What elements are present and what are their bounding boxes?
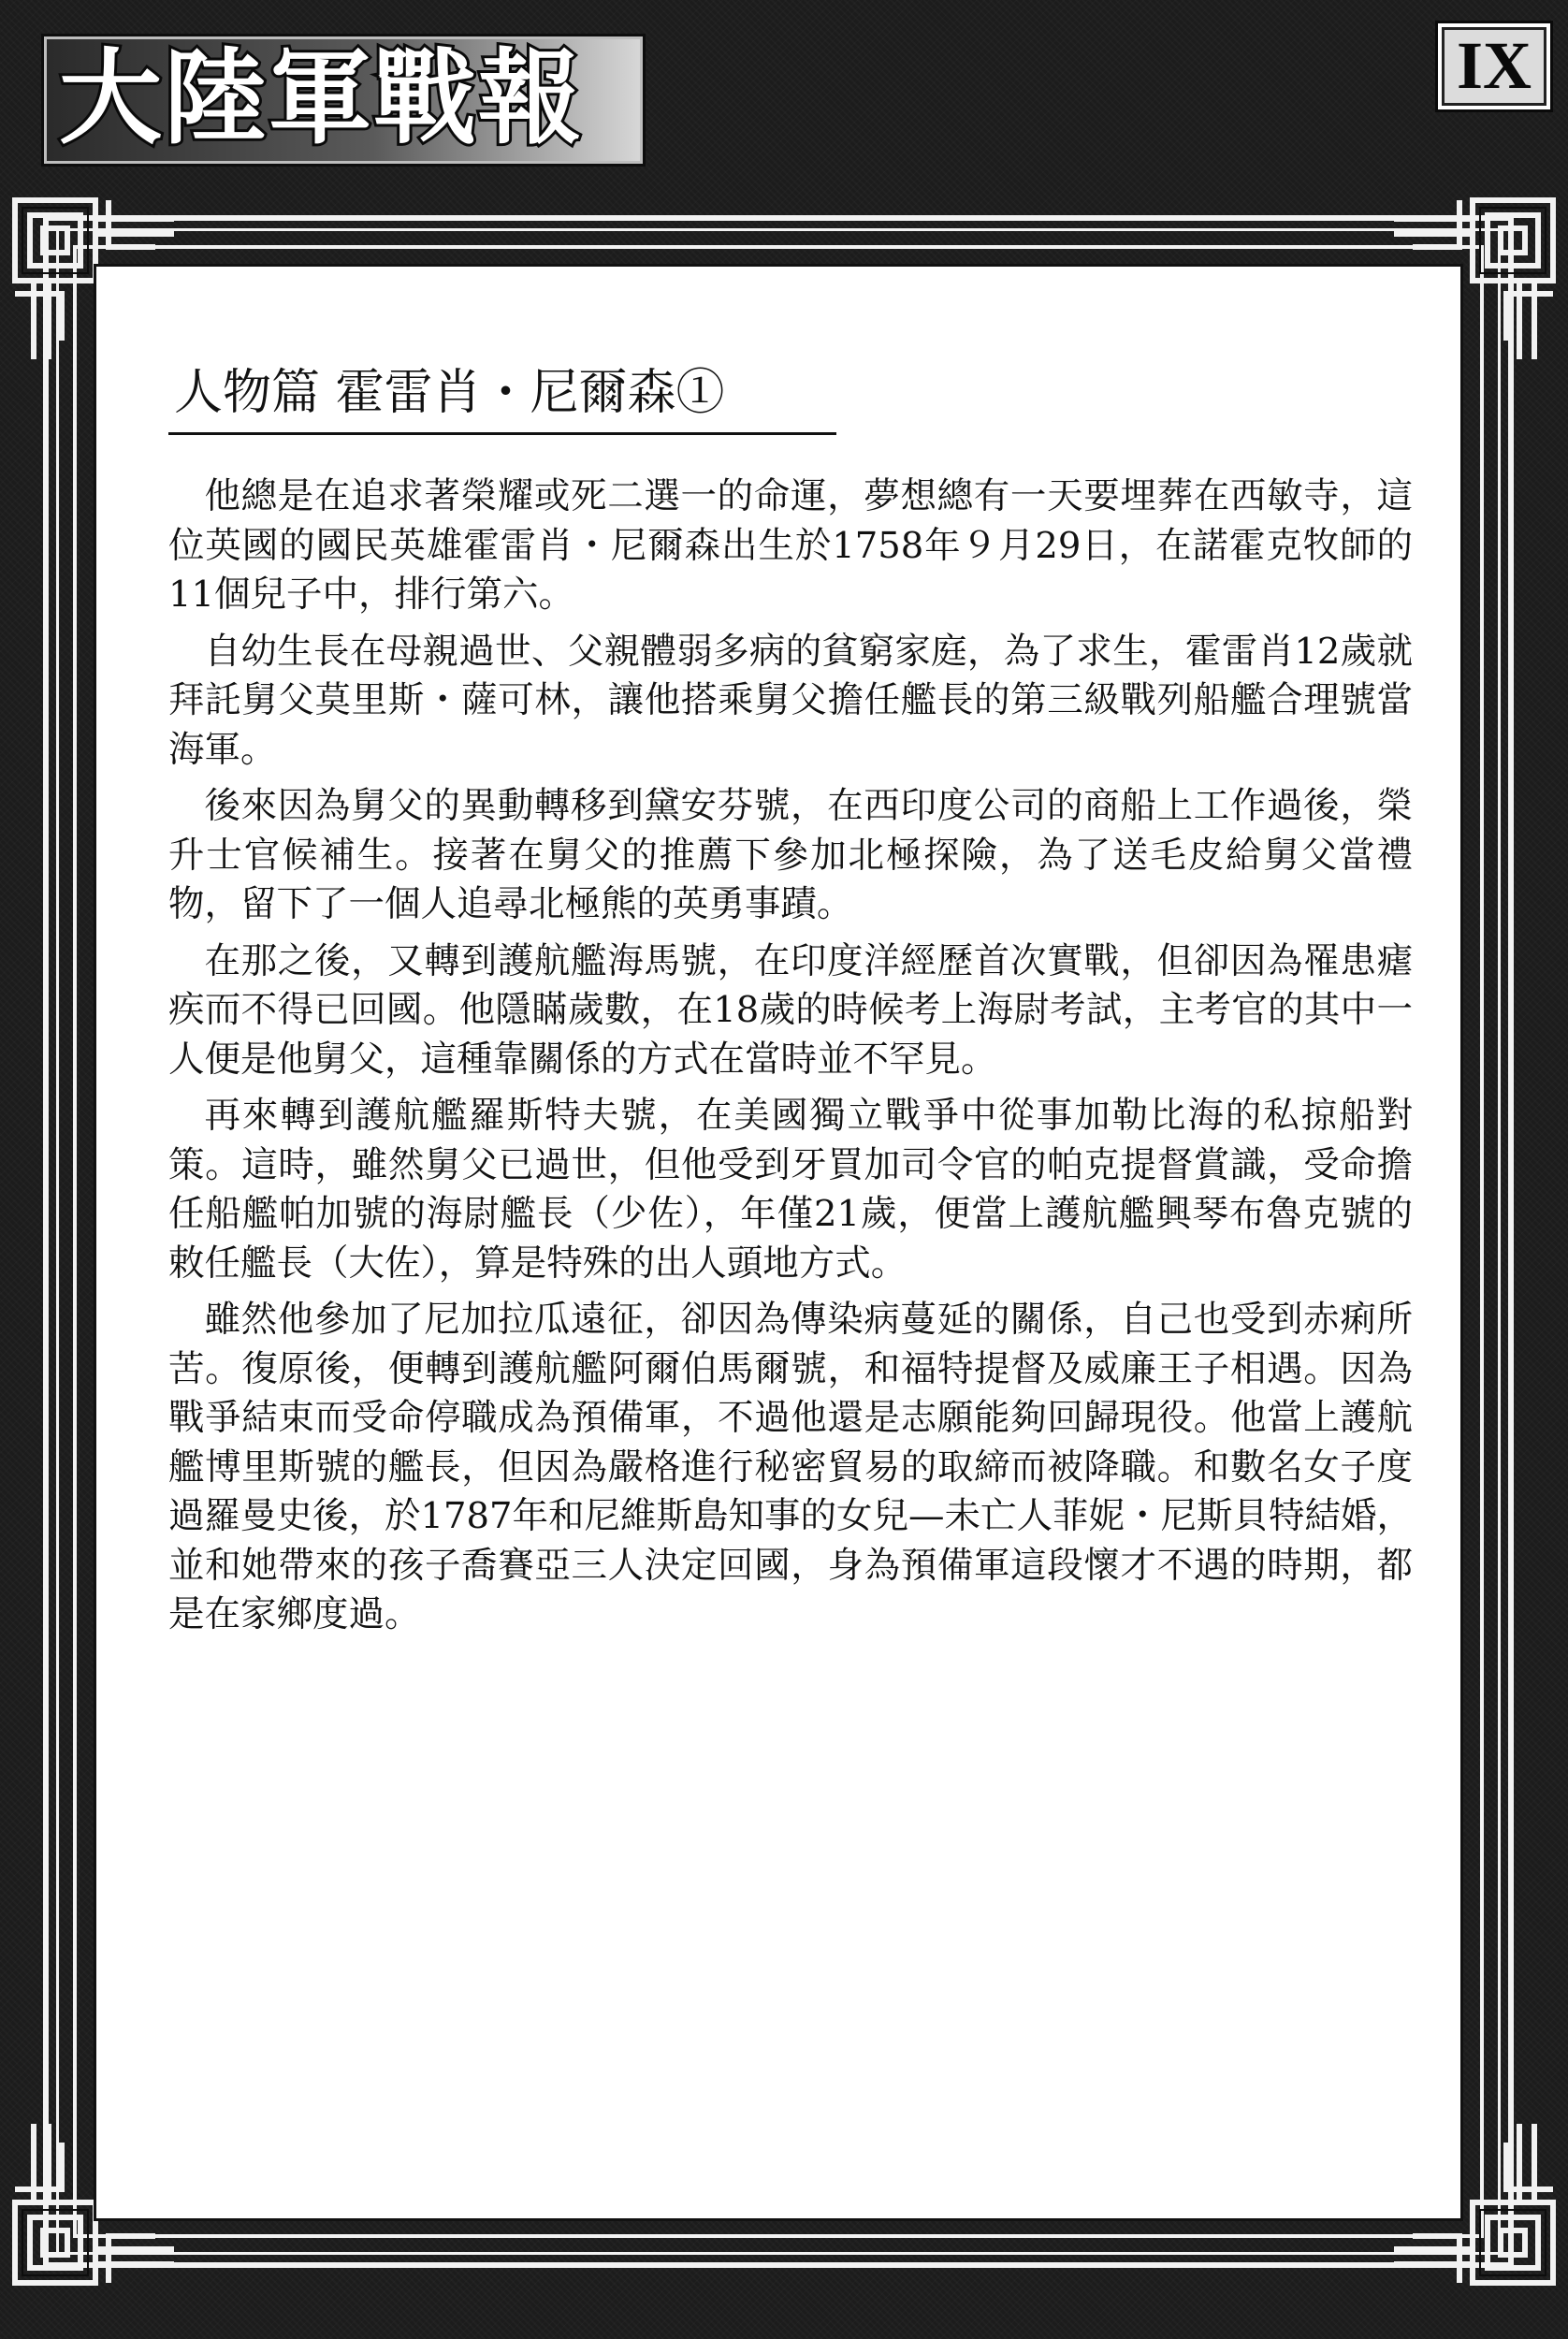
article (168, 363, 1413, 1648)
paragraph: 他總是在追求著榮耀或死二選一的命運，夢想總有一天要埋葬在西敏寺，這位英國的國民英雄霍雷肖・尼爾森出生於1758年９月29日，在諾霍克牧師的11個兒子中，排行第六。 (168, 475, 1413, 616)
paragraph: 在那之後，又轉到護航艦海馬號，在印度洋經歷首次實戰，但卻因為罹患瘧疾而不得已回國。他隱瞞歲數，在18歲的時候考上海尉考試，主考官的其中一人便是他舅父，這種靠關係的方式在當時並不罕見。 (168, 939, 1413, 1081)
paragraph: 雖然他參加了尼加拉瓜遠征，卻因為傳染病蔓延的關係，自己也受到赤痢所苦。復原後，便轉到護航艦阿爾伯馬爾號，和福特提督及威廉王子相遇。因為戰爭結束而受命停職成為預備軍，不過他還是志願能夠回歸現役。他當上護航艦博里斯號的艦長，但因為嚴格進行秘密貿易的取締而被降職。和數名女子度過羅曼史後，於1787年和尼維斯島知事的女兒—未亡人菲妮・尼斯貝特結婚，並和她帶來的孩子喬賽亞三人決定回國，身為預備軍這段懷才不遇的時期，都是在家鄉度過。 (168, 1299, 1413, 1635)
paragraph: 後來因為舅父的異動轉移到黛安芬號，在西印度公司的商船上工作過後，榮升士官候補生。接著在舅父的推薦下參加北極探險，為了送毛皮給舅父當禮物，留下了一個人追尋北極熊的英勇事蹟。 (168, 785, 1413, 925)
volume-badge (1435, 21, 1553, 112)
magazine-logo (41, 34, 646, 167)
paragraph: 自幼生長在母親過世、父親體弱多病的貧窮家庭，為了求生，霍雷肖12歲就拜託舅父莫里斯・薩可林，讓他搭乘舅父擔任艦長的第三級戰列船艦合理號當海軍。 (168, 630, 1413, 771)
article-body (168, 472, 1413, 1640)
paragraph: 再來轉到護航艦羅斯特夫號，在美國獨立戰爭中從事加勒比海的私掠船對策。這時，雖然舅父已過世，但他受到牙買加司令官的帕克提督賞識，受命擔任船艦帕加號的海尉艦長（少佐），年僅21歲，便當上護航艦興琴布魯克號的敕任艦長（大佐），算是特殊的出人頭地方式。 (168, 1095, 1413, 1285)
logo-text: 大陸軍戰報 (59, 38, 583, 158)
volume-number: IX (1456, 28, 1532, 103)
article-title: 人物篇 霍雷肖・尼爾森① (168, 363, 836, 435)
